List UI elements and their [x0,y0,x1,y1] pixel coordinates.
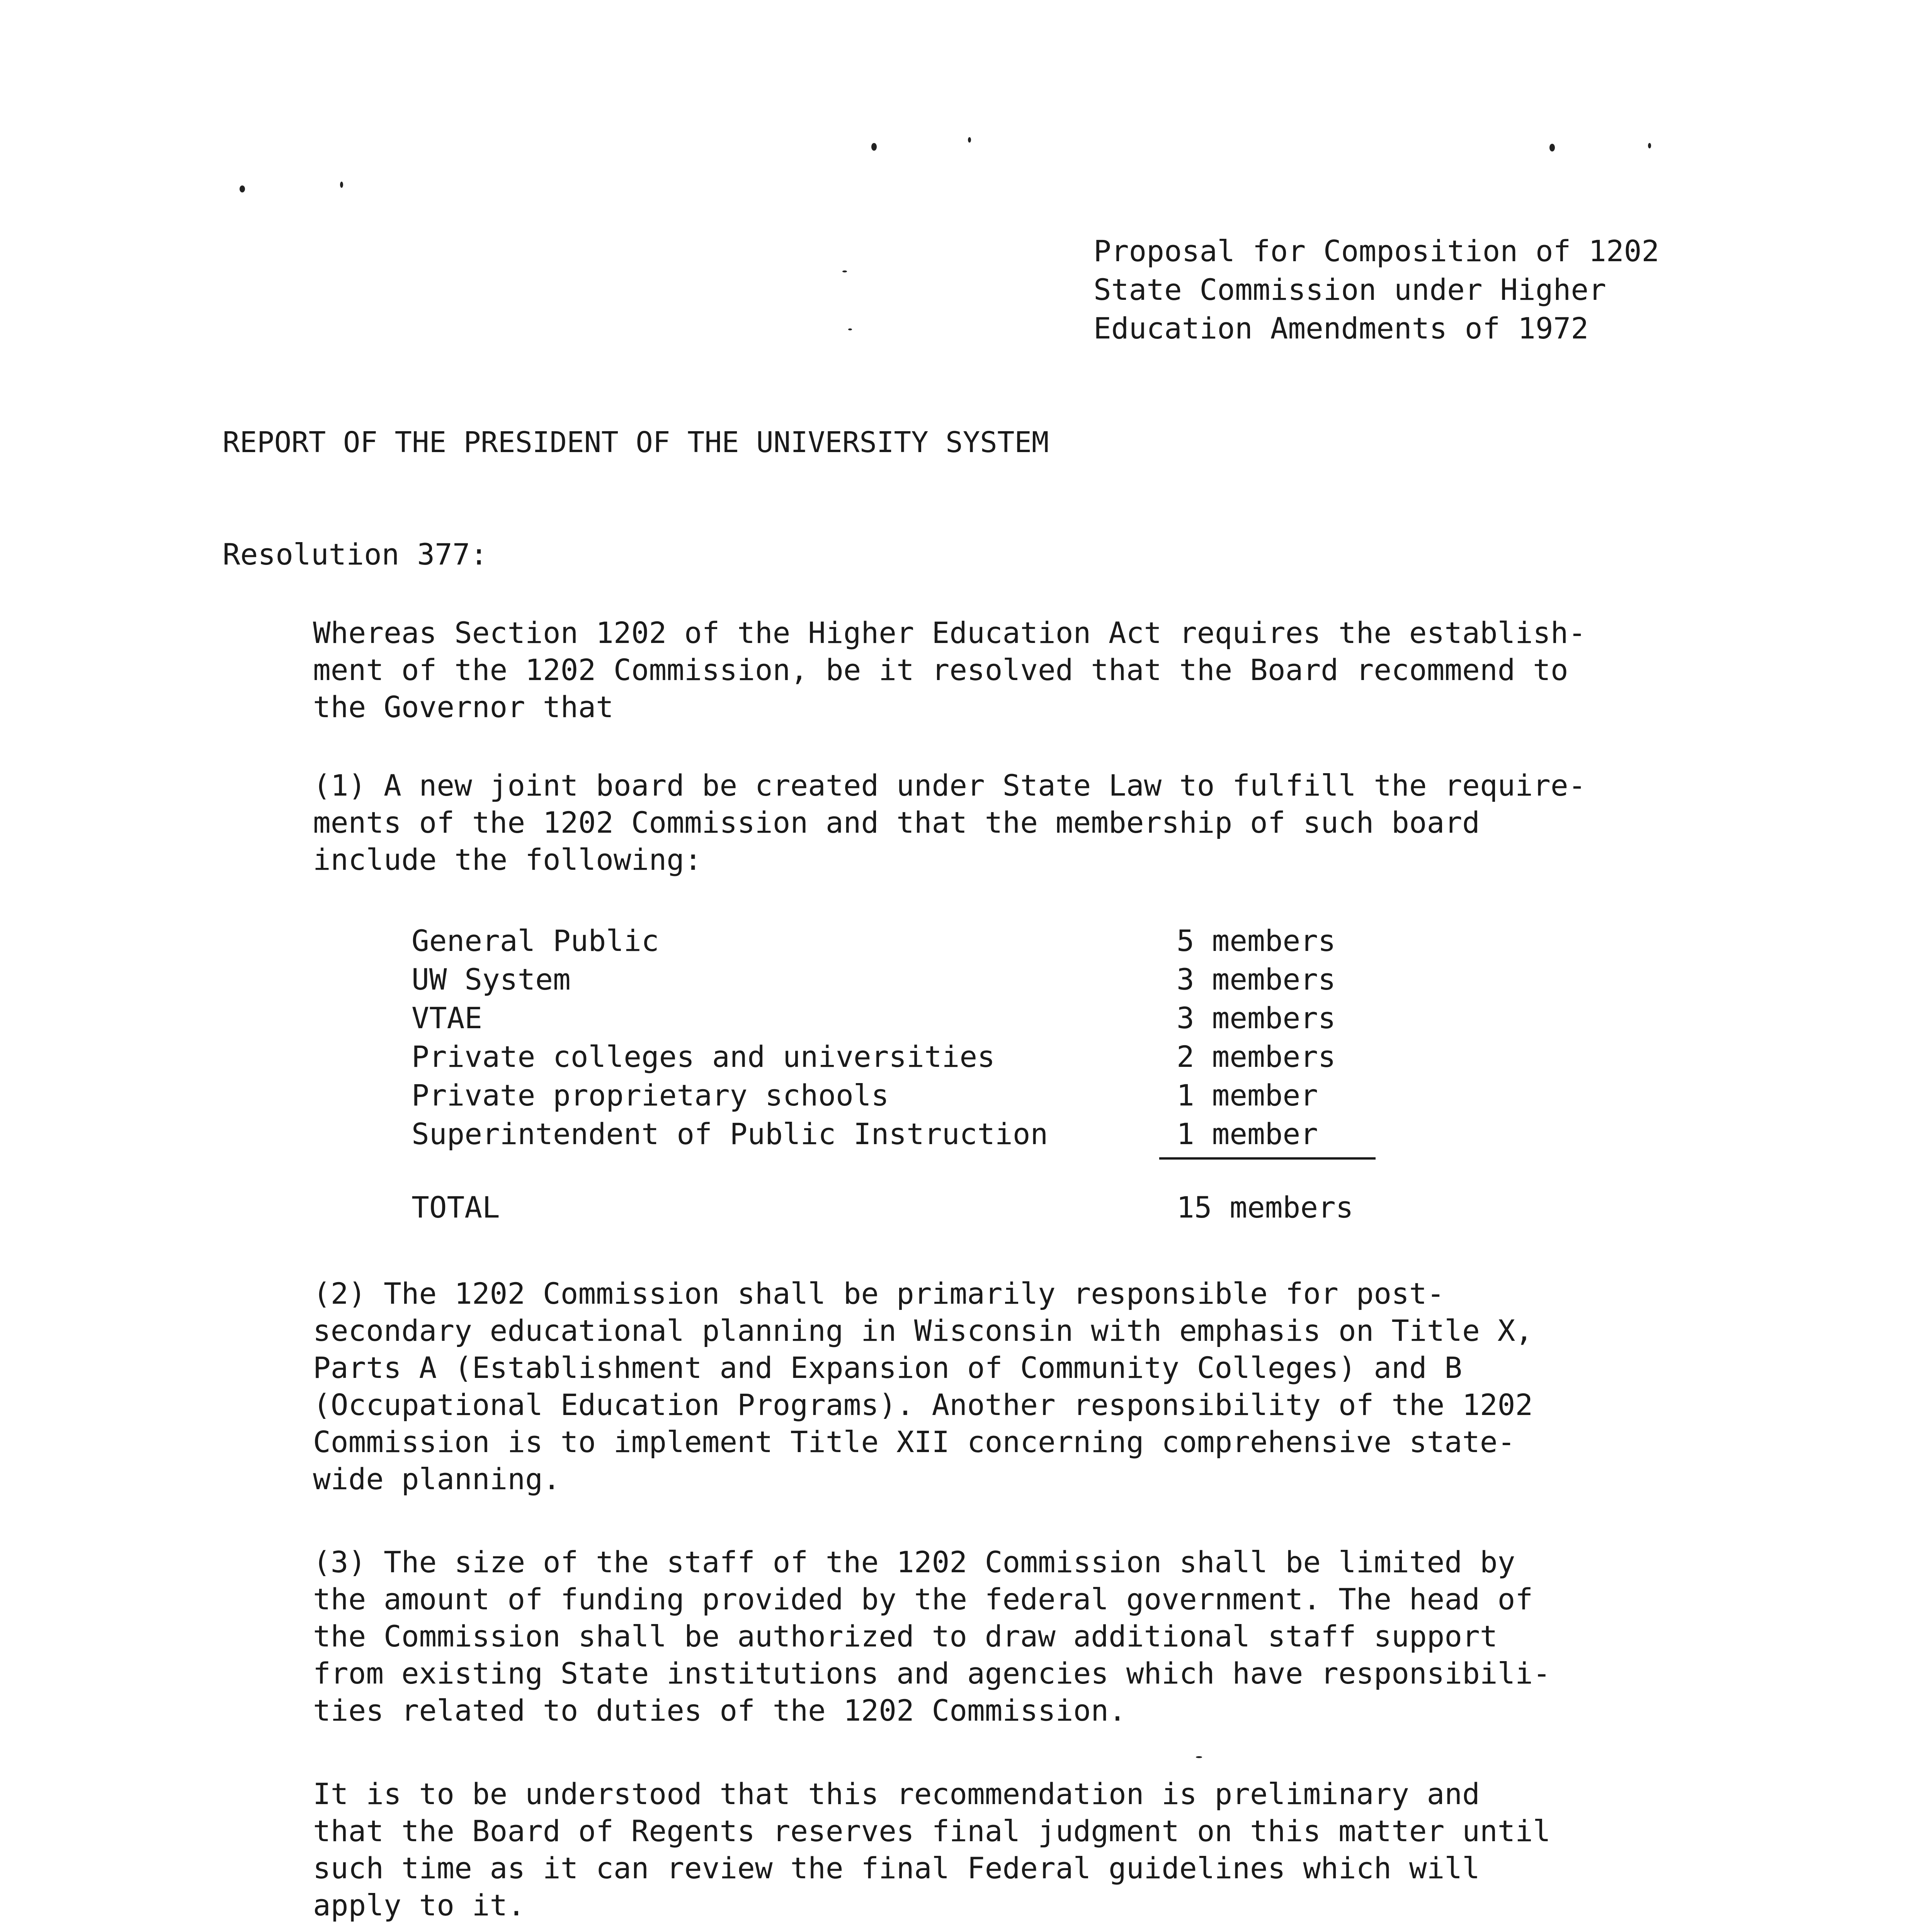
item-2-paragraph [313,1275,1743,1498]
scan-speck [871,143,877,151]
paragraph-line: from existing State institutions and agencies which have responsibili- [313,1656,1551,1690]
paragraph-line: the Commission shall be authorized to draw additional staff support [313,1619,1498,1653]
scan-speck [340,182,343,188]
paragraph-line: ments of the 1202 Commission and that the membership of such board [313,805,1480,840]
scan-speck [1549,144,1555,151]
membership-row [412,922,1378,960]
paragraph-line: apply to it. [313,1888,526,1922]
intro-paragraph [313,614,1743,726]
paragraph-line: (2) The 1202 Commission shall be primarily responsible for post- [313,1276,1445,1311]
paragraph-line: the Governor that [313,690,614,724]
paragraph-line: ment of the 1202 Commission, be it resolved that the Board recommend to [313,653,1568,687]
paragraph-line: (3) The size of the staff of the 1202 Commission shall be limited by [313,1545,1515,1579]
membership-count: 2 members [1177,1039,1336,1074]
membership-label: Private proprietary schools [412,1078,889,1112]
proposal-title [1094,232,1828,348]
membership-row [412,999,1378,1037]
scan-speck [240,185,245,192]
membership-count: 1 member [1177,1078,1318,1112]
scan-speck [848,328,852,330]
membership-row [412,960,1378,999]
membership-label: Superintendent of Public Instruction [412,1117,1048,1151]
paragraph-line: wide planning. [313,1462,561,1496]
proposal-title-line: State Commission under Higher [1094,272,1606,307]
item-1-paragraph [313,767,1743,878]
paragraph-line: ties related to duties of the 1202 Commission. [313,1693,1126,1728]
membership-total-row [412,1188,1378,1227]
membership-label: UW System [412,962,571,997]
total-count: 15 members [1177,1190,1354,1225]
scan-speck [842,270,847,272]
scan-speck [1196,1756,1202,1758]
closing-paragraph [313,1776,1743,1924]
paragraph-line: Whereas Section 1202 of the Higher Education Act requires the establish- [313,616,1586,650]
proposal-title-line: Proposal for Composition of 1202 [1094,234,1660,268]
paragraph-line: (Occupational Education Programs). Another responsibility of the 1202 [313,1388,1533,1422]
membership-label: VTAE [412,1001,483,1035]
paragraph-line: Commission is to implement Title XII concerning comprehensive state- [313,1425,1515,1459]
total-label: TOTAL [412,1190,500,1225]
membership-label: Private colleges and universities [412,1039,995,1074]
scan-speck [1648,143,1651,148]
membership-row [412,1076,1378,1115]
membership-row [412,1115,1378,1153]
paragraph-line: such time as it can review the final Federal guidelines which will [313,1851,1480,1885]
membership-count: 5 members [1177,923,1336,958]
paragraph-line: the amount of funding provided by the federal government. The head of [313,1582,1533,1616]
paragraph-line: secondary educational planning in Wisconsin with emphasis on Title X, [313,1313,1533,1348]
paragraph-line: Parts A (Establishment and Expansion of Community Colleges) and B [313,1350,1463,1385]
paragraph-line: (1) A new joint board be created under State Law to fulfill the require- [313,768,1586,803]
total-divider [1159,1157,1376,1160]
membership-count: 3 members [1177,1001,1336,1035]
paragraph-line: It is to be understood that this recommendation is preliminary and [313,1777,1480,1811]
resolution-label: Resolution 377: [223,537,488,571]
membership-count: 3 members [1177,962,1336,997]
membership-count: 1 member [1177,1117,1318,1151]
membership-table [412,922,1378,1227]
paragraph-line: include the following: [313,842,702,877]
proposal-title-line: Education Amendments of 1972 [1094,311,1589,345]
item-3-paragraph [313,1544,1743,1729]
paragraph-line: that the Board of Regents reserves final judgment on this matter until [313,1814,1551,1848]
scan-speck [968,137,971,143]
membership-label: General Public [412,923,659,958]
membership-row [412,1037,1378,1076]
report-heading: REPORT OF THE PRESIDENT OF THE UNIVERSITY SYSTEM [223,426,1049,459]
